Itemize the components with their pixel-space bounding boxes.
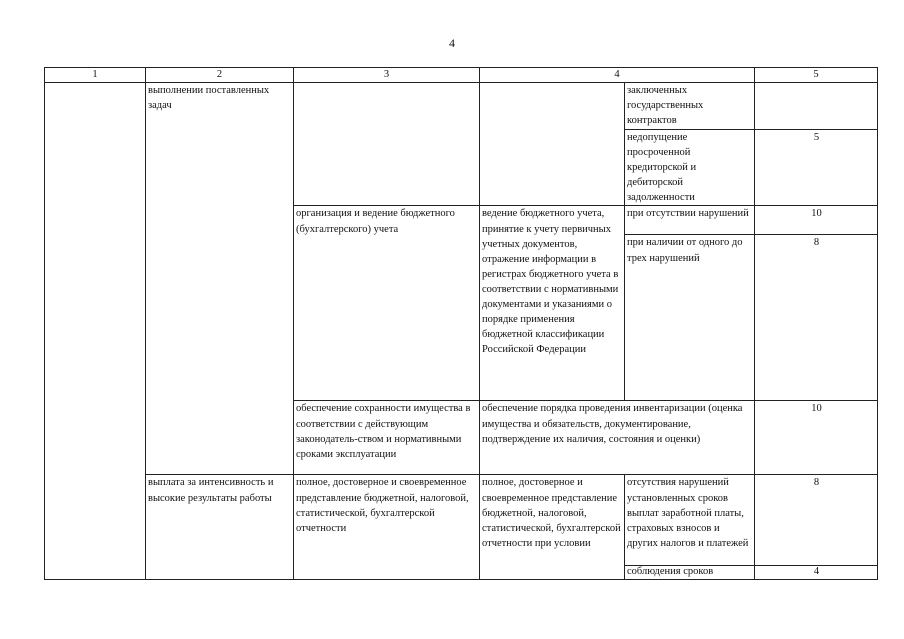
col4-cell: ведение бюджетного учета, принятие к учету первичных учетных документов, отражение информации в регистрах бюджетного учета в соответствии с нормативными документами и указаниями о порядке применения бюджетной классификации Российской Федерации [480, 206, 625, 401]
table-row [45, 475, 878, 566]
col4-cell: полное, достоверное и своевременное представление бюджетной, налоговой, статистической, бухгалтерской отчетности при условии [480, 475, 625, 580]
score-cell: 5 [755, 130, 878, 206]
header-row [45, 68, 878, 83]
criterion-cell: недопущение просроченной кредиторской и дебиторской задолженности [625, 130, 755, 206]
score-cell: 4 [755, 566, 878, 580]
criterion-cell: отсутствия нарушений установленных сроков выплат заработной платы, страховых взносов и других налогов и платежей [625, 475, 755, 566]
col1-cell [45, 83, 146, 566]
col2-cell: выплата за интенсивность и высокие результаты работы [146, 475, 294, 580]
criterion-cell: при наличии от одного до трех нарушений [625, 235, 755, 401]
header-col-4: 4 [480, 68, 755, 83]
score-cell: 10 [755, 401, 878, 475]
header-col-3: 3 [294, 68, 480, 83]
col3-cell: обеспечение сохранности имущества в соответствии с действующим законодатель-ством и нормативными сроками эксплуатации [294, 401, 480, 475]
score-cell [755, 83, 878, 130]
header-col-2: 2 [146, 68, 294, 83]
col3-cell: полное, достоверное и своевременное представление бюджетной, налоговой, статистической, бухгалтерской отчетности [294, 475, 480, 580]
criterion-cell: при отсутствии нарушений [625, 206, 755, 235]
criterion-cell: заключенных государственных контрактов [625, 83, 755, 130]
header-col-1: 1 [45, 68, 146, 83]
score-cell: 8 [755, 235, 878, 401]
page-number: 4 [449, 36, 455, 50]
col3-cell [294, 83, 480, 206]
col1-cell [45, 566, 146, 580]
col4-cell: обеспечение порядка проведения инвентаризации (оценка имущества и обязательств, документирование, подтверждение их наличия, состояния и оценки) [480, 401, 755, 475]
criteria-table [44, 67, 878, 580]
criterion-cell: соблюдения сроков [625, 566, 755, 580]
table-row [45, 83, 878, 130]
col3-cell: организация и ведение бюджетного (бухгалтерского) учета [294, 206, 480, 401]
score-cell: 8 [755, 475, 878, 566]
score-cell: 10 [755, 206, 878, 235]
col4-cell [480, 83, 625, 206]
header-col-5: 5 [755, 68, 878, 83]
col2-cell: выполнении поставленных задач [146, 83, 294, 475]
